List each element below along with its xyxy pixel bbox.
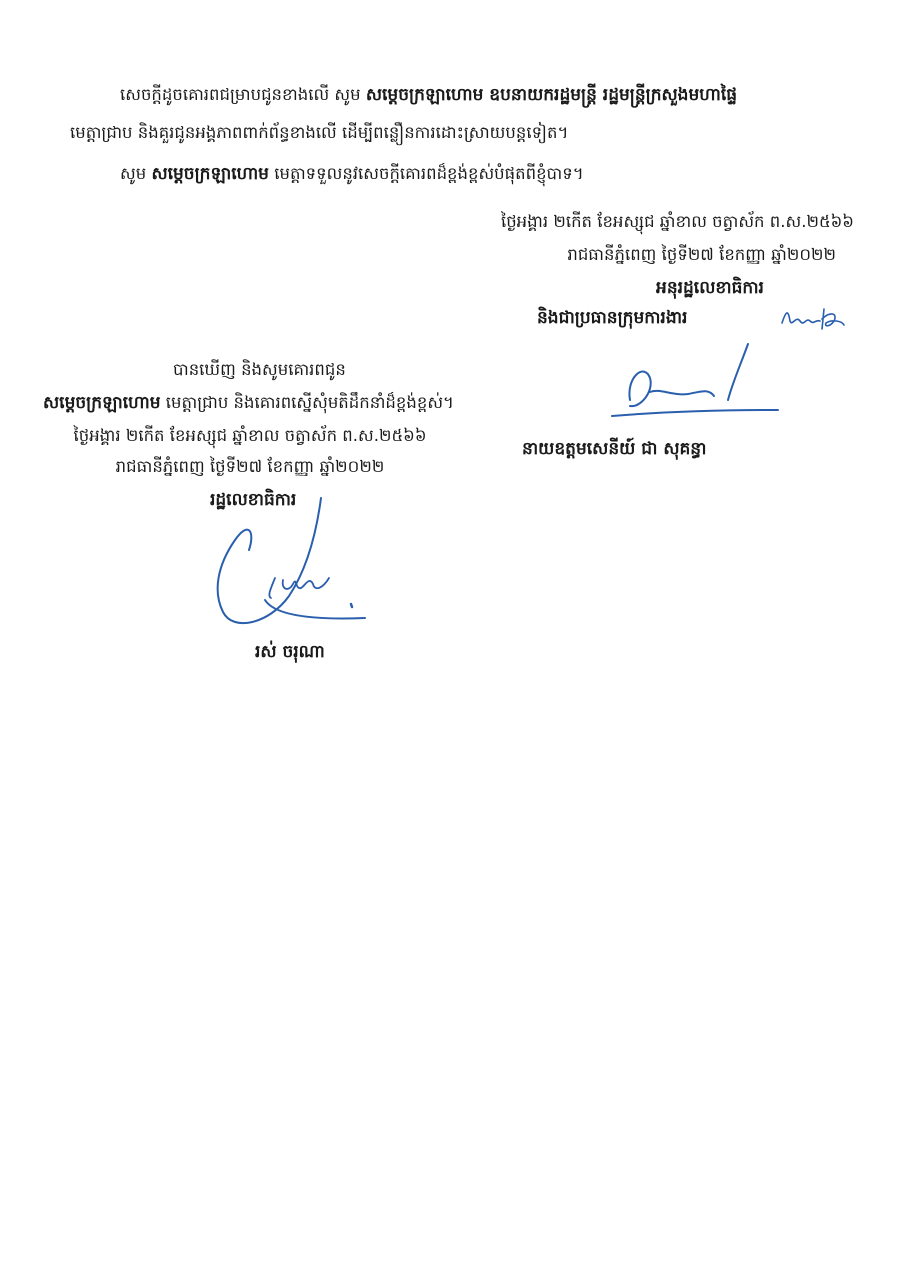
paragraph-1-line-1 [120, 83, 737, 107]
left-title: រដ្ឋលេខាធិការ [210, 490, 297, 510]
right-solar-date: រាជធានីភ្នំពេញ ថ្ងៃទី២៧ ខែកញ្ញា ឆ្នាំ២០២២ [567, 245, 836, 264]
right-name: នាយឧត្តមសេនីយ៍ ជា សុគន្ធា [522, 439, 707, 459]
paragraph-2-suffix: មេត្តាទទួលនូវសេចក្ដីគោរពដ៏ខ្ពង់ខ្ពស់បំផុតពីខ្ញុំបាទ។ [274, 164, 584, 183]
paragraph-1-regular: សេចក្ដីដូចគោរពជម្រាបជូនខាងលើ សូម [120, 85, 361, 104]
paragraph-2-bold: សម្ដេចក្រឡាហោម [151, 164, 269, 184]
left-text: មេត្តាជ្រាប និងគោរពស្នើសុំមតិដឹកនាំដ៏ខ្ពង់ខ្ពស់។ [165, 393, 454, 412]
paragraph-1-bold: សម្ដេចក្រឡាហោម ឧបនាយករដ្ឋមន្ត្រី រដ្ឋមន្ត្រីក្រសួងមហាផ្ទៃ [365, 85, 738, 105]
left-paragraph [43, 391, 454, 415]
right-lunar-date: ថ្ងៃអង្គារ ២កើត ខែអស្សុជ ឆ្នាំខាល ចត្វាស័ក ព.ស.២៥៦៦ [500, 212, 854, 231]
right-title-1: អនុរដ្ឋលេខាធិការ [656, 278, 764, 298]
left-solar-date: រាជធានីភ្នំពេញ ថ្ងៃទី២៧ ខែកញ្ញា ឆ្នាំ២០២២ [115, 457, 385, 476]
left-lunar-date: ថ្ងៃអង្គារ ២កើត ខែអស្សុជ ឆ្នាំខាល ចត្វាស័ក ព.ស.២៥៦៦ [73, 426, 427, 445]
left-name: រស់ ចរុណា [255, 642, 325, 662]
paragraph-1-line-2: មេត្តាជ្រាប និងគួរជូនអង្គភាពពាក់ព័ន្ធខាងលើ ដើម្បីពន្លឿនការដោះស្រាយបន្តទៀត។ [70, 123, 569, 142]
signature-left [205, 480, 375, 640]
signature-right [600, 338, 790, 428]
left-bold: សម្ដេចក្រឡាហោម [43, 393, 161, 413]
initials-mark [778, 301, 848, 335]
right-title-2: និងជាប្រធានក្រុមការងារ [537, 308, 688, 328]
left-seen-line: បានឃើញ និងសូមគោរពជូន [173, 360, 346, 379]
paragraph-2-prefix: សូម [120, 164, 147, 183]
paragraph-2 [120, 162, 584, 186]
